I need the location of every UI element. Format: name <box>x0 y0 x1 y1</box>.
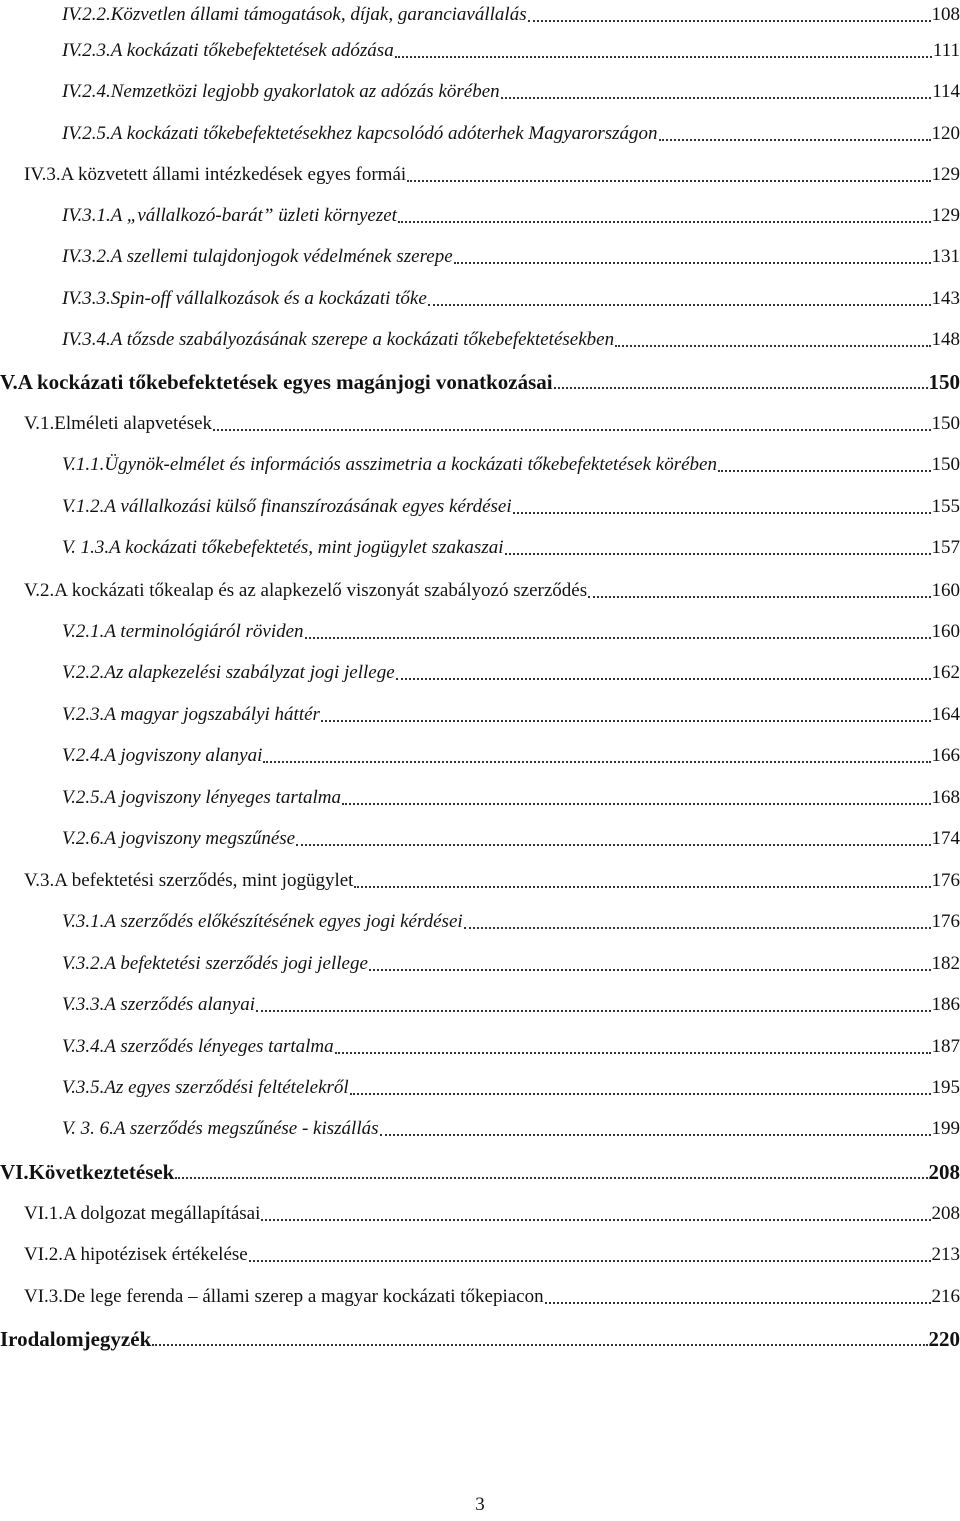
dot-leader <box>513 512 931 514</box>
toc-entry-title: A szellemi tulajdonjogok védelmének szerepe <box>110 246 453 267</box>
toc-entry-number: VI.1. <box>24 1203 64 1224</box>
toc-entry[interactable] <box>0 409 960 439</box>
toc-entry[interactable] <box>0 1324 960 1354</box>
toc-entry-page: 150 <box>928 370 960 394</box>
toc-entry-page: 213 <box>931 1244 960 1265</box>
toc-entry-title: Az alapkezelési szabályzat jogi jellege <box>104 662 395 683</box>
toc-entry-title: A befektetési szerződés, mint jogügylet <box>54 870 354 891</box>
toc-entry-title: A jogviszony lényeges tartalma <box>104 787 342 808</box>
toc-entry[interactable] <box>0 0 960 30</box>
toc-entry-page: 182 <box>931 953 960 974</box>
toc-entry-title: A terminológiáról röviden <box>104 621 304 642</box>
toc-entry-title: A szerződés alanyai <box>104 994 256 1015</box>
toc-entry-page: 164 <box>931 704 960 725</box>
toc-entry-title: Elméleti alapvetések <box>54 413 213 434</box>
toc-entry[interactable] <box>0 1199 960 1229</box>
toc-entry[interactable] <box>0 1157 960 1187</box>
toc-entry-page: 216 <box>931 1286 960 1307</box>
toc-entry-page: 186 <box>931 994 960 1015</box>
toc-entry[interactable] <box>0 284 960 314</box>
toc-entry-number: IV.2.3. <box>62 40 111 61</box>
toc-entry-page: 131 <box>931 246 960 267</box>
toc-entry[interactable] <box>0 1114 960 1144</box>
dot-leader <box>454 262 931 264</box>
toc-entry-number: V.1. <box>24 413 55 434</box>
toc-entry-page: 143 <box>931 288 960 309</box>
dot-leader <box>528 20 931 22</box>
toc-entry-title: A befektetési szerződés jogi jellege <box>104 953 368 974</box>
toc-entry[interactable] <box>0 700 960 730</box>
toc-entry-page: 168 <box>931 787 960 808</box>
dot-leader <box>175 1177 927 1179</box>
toc-entry-title: A jogviszony megszűnése <box>104 828 296 849</box>
toc-entry-page: 162 <box>931 662 960 683</box>
toc-entry-page: 148 <box>931 329 960 350</box>
toc-entry-title: A „vállalkozó-barát” üzleti környezet <box>110 205 397 226</box>
toc-entry-title: A jogviszony alanyai <box>104 745 263 766</box>
toc-entry[interactable] <box>0 242 960 272</box>
toc-entry[interactable] <box>0 201 960 231</box>
toc-entry[interactable] <box>0 119 960 149</box>
toc-entry-page: 208 <box>931 1203 960 1224</box>
toc-entry-title: A szerződés előkészítésének egyes jogi kérdései <box>104 911 463 932</box>
toc-entry[interactable] <box>0 1073 960 1103</box>
toc-entry-page: 129 <box>931 164 960 185</box>
toc-entry-page: 176 <box>931 870 960 891</box>
toc-entry[interactable] <box>0 450 960 480</box>
toc-entry-number: V.3.1. <box>62 911 105 932</box>
toc-entry-title: A szerződés lényeges tartalma <box>104 1036 334 1057</box>
toc-entry[interactable] <box>0 36 960 66</box>
toc-entry-page: 150 <box>931 413 960 434</box>
toc-entry[interactable] <box>0 1282 960 1312</box>
toc-entry-number: VI.2. <box>24 1244 64 1265</box>
toc-entry-number: V.3.4. <box>62 1036 105 1057</box>
toc-entry-title: Ügynök-elmélet és információs asszimetria a kockázati tőkebefektetések körében <box>104 454 717 475</box>
dot-leader <box>213 429 930 431</box>
toc-entry-title: A magyar jogszabályi háttér <box>104 704 320 725</box>
dot-leader <box>261 1219 930 1221</box>
toc-entry-page: 195 <box>931 1077 960 1098</box>
toc-entry-title: A tőzsde szabályozásának szerepe a kockázati tőkebefektetésekben <box>110 329 615 350</box>
dot-leader <box>256 1010 930 1012</box>
dot-leader <box>428 304 931 306</box>
toc-entry-number: V. 3. 6. <box>62 1118 114 1139</box>
toc-entry-number: V.1.2. <box>62 496 105 517</box>
dot-leader <box>152 1344 927 1346</box>
toc-entry-number: IV.3.4. <box>62 329 111 350</box>
dot-leader <box>249 1260 931 1262</box>
toc-entry-page: 108 <box>931 4 960 25</box>
toc-entry-number: V.3. <box>24 870 55 891</box>
toc-entry-number: IV.3.2. <box>62 246 111 267</box>
toc-entry-number: V.1.1. <box>62 454 105 475</box>
toc-entry-page: 155 <box>931 496 960 517</box>
toc-entry[interactable] <box>0 824 960 854</box>
toc-entry-number: V.2.3. <box>62 704 105 725</box>
dot-leader <box>305 637 931 639</box>
toc-entry-page: 160 <box>931 621 960 642</box>
dot-leader <box>501 97 932 99</box>
toc-entry-number: V.2.2. <box>62 662 105 683</box>
toc-entry-page: 157 <box>931 537 960 558</box>
toc-entry-title: De lege ferenda – állami szerep a magyar kockázati tőkepiacon <box>63 1286 544 1307</box>
toc-entry-number: V.2.4. <box>62 745 105 766</box>
toc-entry-title: A kockázati tőkealap és az alapkezelő viszonyát szabályozó szerződés <box>54 580 588 601</box>
toc-entry-number: IV.3. <box>24 164 61 185</box>
toc-entry[interactable] <box>0 990 960 1020</box>
toc-entry-page: 199 <box>931 1118 960 1139</box>
toc-entry-number: V.2.5. <box>62 787 105 808</box>
toc-entry-title: A kockázati tőkebefektetés, mint jogügylet szakaszai <box>109 537 504 558</box>
dot-leader <box>296 844 930 846</box>
dot-leader <box>369 969 931 971</box>
toc-entry[interactable] <box>0 783 960 813</box>
dot-leader <box>354 886 930 888</box>
toc-entry-number: V.3.3. <box>62 994 105 1015</box>
toc-entry-title: Közvetlen állami támogatások, díjak, garanciavállalás <box>110 4 527 25</box>
toc-entry-page: 160 <box>931 580 960 601</box>
toc-entry-page: 150 <box>931 454 960 475</box>
toc-entry-title: Spin-off vállalkozások és a kockázati tőke <box>110 288 427 309</box>
toc-entry-number: IV.2.2. <box>62 4 111 25</box>
toc-entry-number: IV.3.1. <box>62 205 111 226</box>
dot-leader <box>380 1134 931 1136</box>
dot-leader <box>395 56 932 58</box>
page-number: 3 <box>475 1494 485 1515</box>
toc-entry-page: 111 <box>932 40 960 61</box>
toc-entry-page: 114 <box>932 81 960 102</box>
dot-leader <box>342 803 930 805</box>
dot-leader <box>718 470 931 472</box>
toc-entry-page: 174 <box>931 828 960 849</box>
dot-leader <box>350 1093 931 1095</box>
dot-leader <box>615 345 930 347</box>
toc-entry[interactable] <box>0 492 960 522</box>
toc-entry-title: A kockázati tőkebefektetések egyes magánjogi vonatkozásai <box>17 370 553 394</box>
toc-entry[interactable] <box>0 77 960 107</box>
toc-entry-page: 129 <box>931 205 960 226</box>
toc-entry-number: VI. <box>0 1160 29 1184</box>
toc-entry-page: 120 <box>931 123 960 144</box>
dot-leader <box>398 221 931 223</box>
toc-entry-title: A szerződés megszűnése - kiszállás <box>113 1118 379 1139</box>
toc-entry-number: V. <box>0 370 18 394</box>
toc-entry[interactable] <box>0 576 960 606</box>
toc-entry[interactable] <box>0 367 960 397</box>
dot-leader <box>321 720 931 722</box>
toc-entry-title: Az egyes szerződési feltételekről <box>104 1077 349 1098</box>
dot-leader <box>545 1302 931 1304</box>
dot-leader <box>464 927 931 929</box>
toc-entry[interactable] <box>0 325 960 355</box>
toc-entry-number: V.2.6. <box>62 828 105 849</box>
toc-entry-title: A kockázati tőkebefektetésekhez kapcsolódó adóterhek Magyarországon <box>110 123 658 144</box>
toc-entry-page: 166 <box>931 745 960 766</box>
toc-entry-number: VI.3. <box>24 1286 64 1307</box>
dot-leader <box>588 596 930 598</box>
toc-entry[interactable] <box>0 866 960 896</box>
toc-entry[interactable] <box>0 160 960 190</box>
dot-leader <box>263 761 930 763</box>
toc-entry-title: A közvetett állami intézkedések egyes formái <box>60 164 407 185</box>
dot-leader <box>407 180 930 182</box>
toc-entry-number: IV.2.5. <box>62 123 111 144</box>
toc-entry-number: V. 1.3. <box>62 537 110 558</box>
toc-entry[interactable] <box>0 617 960 647</box>
toc-entry-page: 187 <box>931 1036 960 1057</box>
dot-leader <box>335 1052 931 1054</box>
toc-entry-page: 176 <box>931 911 960 932</box>
dot-leader <box>554 387 928 389</box>
toc-entry-number: V.3.5. <box>62 1077 105 1098</box>
toc-entry-title: Nemzetközi legjobb gyakorlatok az adózás körében <box>110 81 500 102</box>
dot-leader <box>659 139 931 141</box>
toc-entry-title: Irodalomjegyzék <box>0 1327 152 1351</box>
toc-entry-number: IV.2.4. <box>62 81 111 102</box>
toc-entry[interactable] <box>0 1240 960 1270</box>
toc-entry-title: A vállalkozási külső finanszírozásának egyes kérdései <box>104 496 512 517</box>
toc-entry-number: V.2. <box>24 580 55 601</box>
toc-entry-title: A hipotézisek értékelése <box>63 1244 248 1265</box>
toc-entry[interactable] <box>0 1032 960 1062</box>
toc-entry[interactable] <box>0 533 960 563</box>
toc-entry[interactable] <box>0 658 960 688</box>
dot-leader <box>505 553 931 555</box>
toc-entry-title: A dolgozat megállapításai <box>63 1203 261 1224</box>
toc-entry-title: A kockázati tőkebefektetések adózása <box>110 40 394 61</box>
toc-entry[interactable] <box>0 949 960 979</box>
toc-entry[interactable] <box>0 907 960 937</box>
toc-entry-title: Következtetések <box>28 1160 175 1184</box>
toc-entry-number: V.3.2. <box>62 953 105 974</box>
dot-leader <box>396 678 931 680</box>
toc-entry-page: 220 <box>928 1327 960 1351</box>
toc-entry[interactable] <box>0 741 960 771</box>
toc-entry-number: V.2.1. <box>62 621 105 642</box>
toc-entry-page: 208 <box>928 1160 960 1184</box>
toc-entry-number: IV.3.3. <box>62 288 111 309</box>
